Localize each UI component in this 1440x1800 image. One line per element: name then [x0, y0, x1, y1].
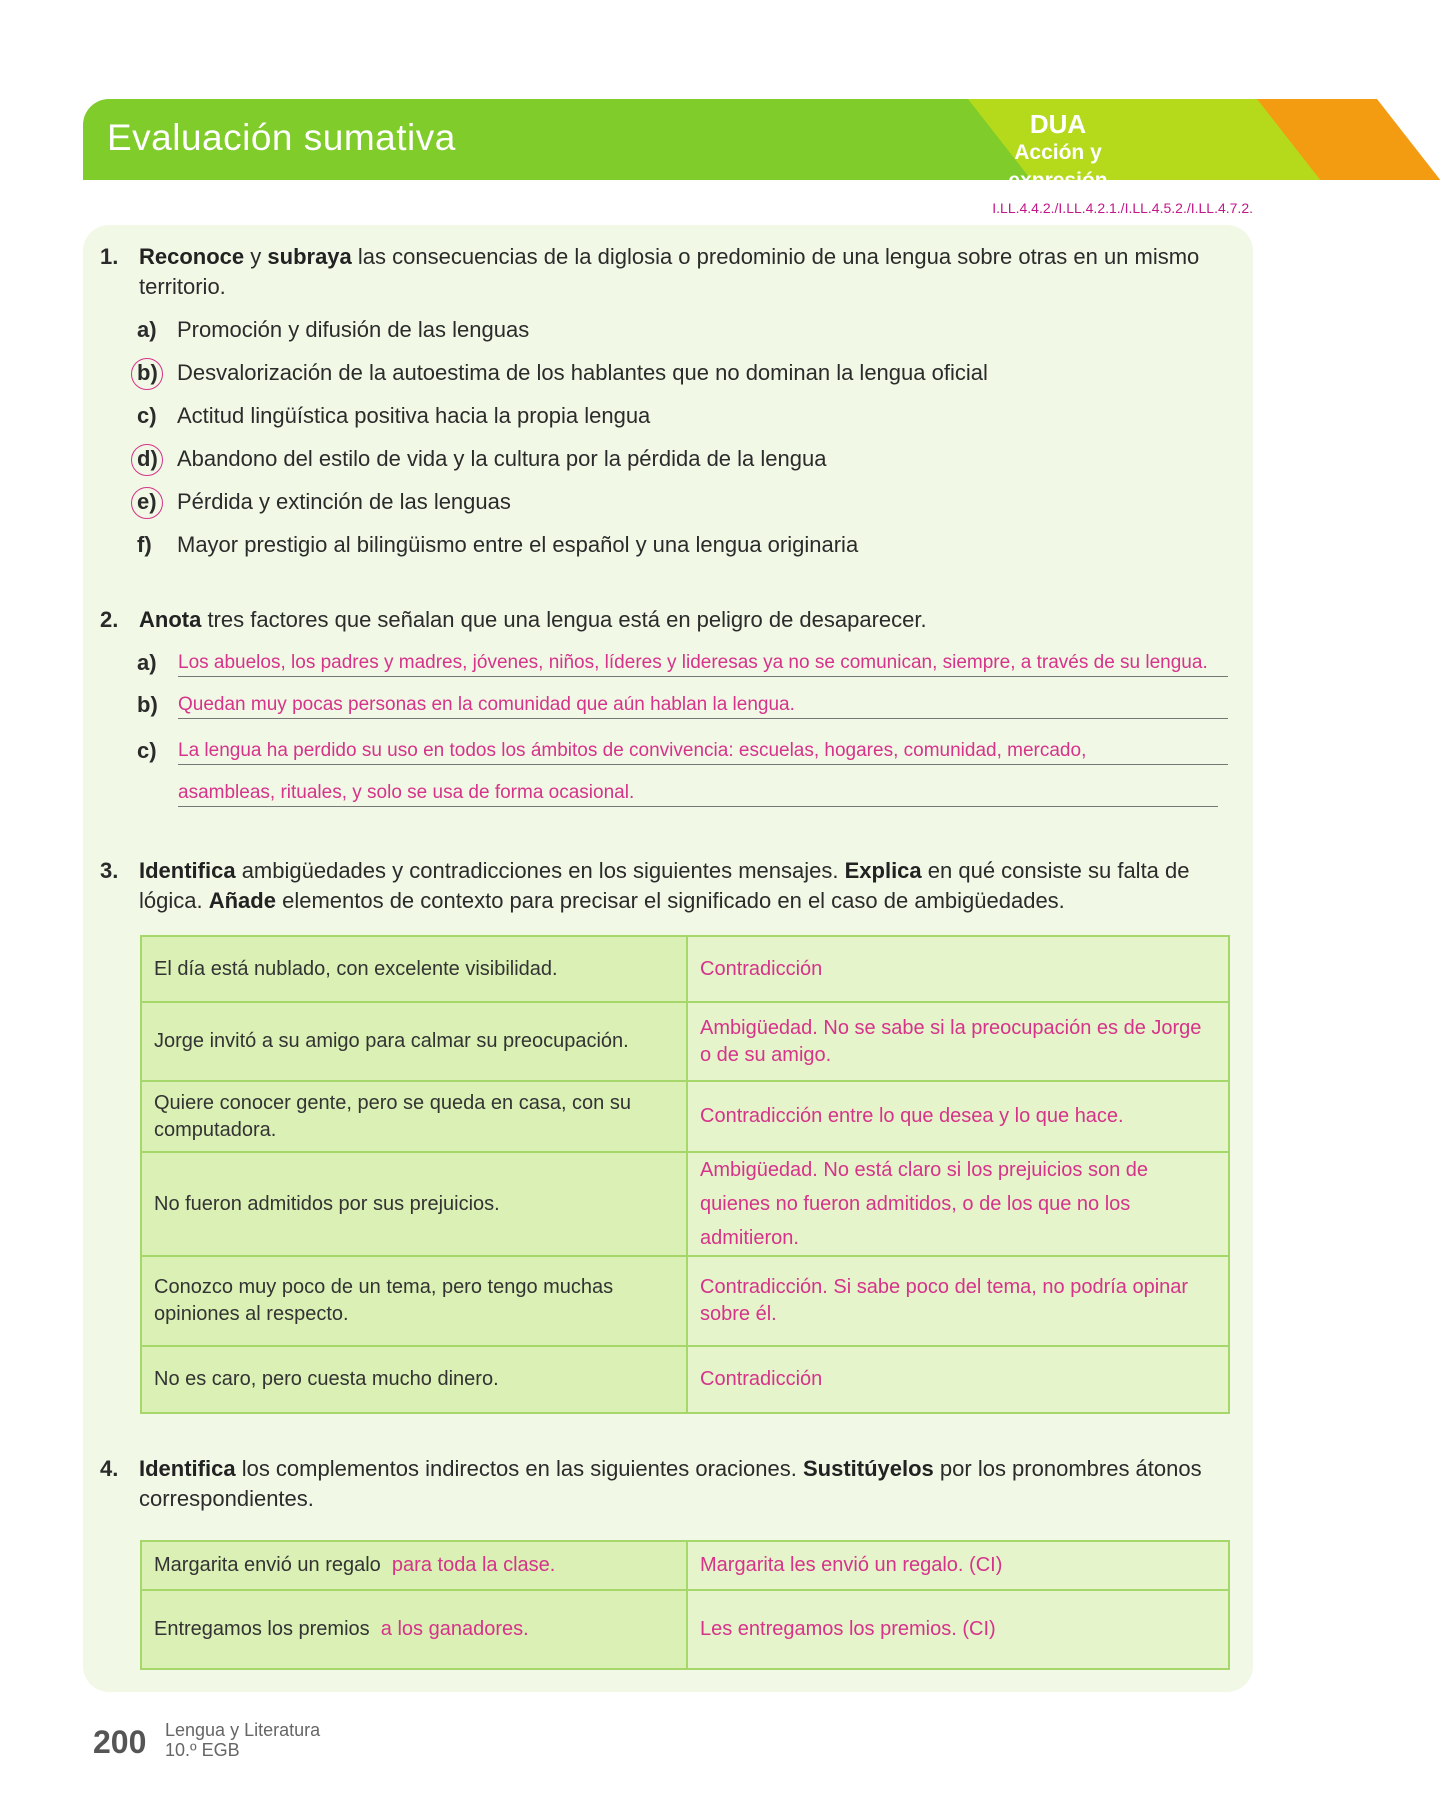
table-row — [141, 1541, 1229, 1590]
keyword: Anota — [139, 607, 202, 632]
subject: Lengua y Literatura — [165, 1720, 321, 1740]
text: los complementos indirectos en las siguientes oraciones. — [235, 1456, 803, 1481]
keyword: Explica — [844, 858, 922, 883]
option-a — [137, 315, 529, 345]
question-text — [139, 242, 1240, 302]
sentence-text: Entregamos los premios — [154, 1618, 370, 1640]
keyword: Identifica — [139, 858, 236, 883]
answer-line[interactable]: Quedan muy pocas personas en la comunidad que aún hablan la lengua. — [178, 690, 1228, 719]
option-text: Promoción y difusión de las lenguas — [177, 317, 530, 342]
grade: 10.º EGB — [165, 1740, 240, 1760]
option-f — [137, 530, 858, 560]
text: tres factores que señalan que una lengua está en peligro de desaparecer. — [201, 607, 927, 632]
sentence-cell — [141, 1590, 687, 1669]
answer-cell[interactable]: Ambigüedad. No se sabe si la preocupación es de Jorge o de su amigo. — [687, 1002, 1229, 1081]
question-2 — [100, 605, 1240, 635]
answer-cell[interactable]: Contradicción — [687, 1346, 1229, 1413]
table-row — [141, 1081, 1229, 1152]
text: por los pronombres átonos correspondientes. — [139, 1456, 1202, 1511]
answer-cell[interactable]: Contradicción — [687, 936, 1229, 1002]
option-label-circled: b) — [137, 358, 177, 388]
question-1 — [100, 242, 1240, 302]
option-label-circled: d) — [137, 444, 177, 474]
option-text: Abandono del estilo de vida y la cultura por la pérdida de la lengua — [177, 446, 827, 471]
option-text: Actitud lingüística positiva hacia la propia lengua — [177, 403, 651, 428]
answer-line[interactable]: La lengua ha perdido su uso en todos los ámbitos de convivencia: escuelas, hogares, comunidad, mercado, — [178, 736, 1228, 765]
question-4 — [100, 1454, 1240, 1514]
book-info — [165, 1720, 320, 1760]
answer-label: a) — [137, 650, 157, 675]
answer-label: c) — [137, 738, 157, 763]
question-text — [139, 1454, 1240, 1514]
question-3 — [100, 856, 1240, 916]
answer-label: b) — [137, 692, 158, 717]
answer-cell[interactable]: Contradicción. Si sabe poco del tema, no podría opinar sobre él. — [687, 1256, 1229, 1346]
table-row — [141, 936, 1229, 1002]
answer-cell[interactable]: Contradicción entre lo que desea y lo que hace. — [687, 1081, 1229, 1152]
option-label-circled: e) — [137, 487, 177, 517]
option-text: Desvalorización de la autoestima de los hablantes que no dominan la lengua oficial — [177, 360, 988, 385]
option-label: f) — [137, 532, 152, 557]
curriculum-codes: I.LL.4.4.2./I.LL.4.2.1./I.LL.4.5.2./I.LL.4.7.2. — [992, 200, 1253, 216]
message-cell: Quiere conocer gente, pero se queda en casa, con su computadora. — [141, 1081, 687, 1152]
keyword: Sustitúyelos — [802, 1456, 934, 1481]
message-cell: No es caro, pero cuesta mucho dinero. — [141, 1346, 687, 1413]
keyword: Añade — [208, 888, 276, 913]
answer-cell[interactable]: Ambigüedad. No está claro si los prejuicios son de quienes no fueron admitidos, o de los que no los admitieron. — [687, 1152, 1229, 1256]
answer-cell[interactable]: Les entregamos los premios. (CI) — [687, 1590, 1229, 1669]
text: en qué consiste su falta de lógica. — [139, 858, 1190, 913]
option-b[interactable] — [137, 358, 988, 388]
option-c — [137, 401, 650, 431]
table-row — [141, 1002, 1229, 1081]
text: ambigüedades y contradicciones en los siguientes mensajes. — [235, 858, 845, 883]
dua-label: DUA — [1029, 109, 1087, 139]
answer-line[interactable]: Los abuelos, los padres y madres, jóvenes, niños, líderes y lideresas ya no se comunican, siempre, a través de su lengua. — [178, 648, 1228, 677]
table-row — [141, 1346, 1229, 1413]
message-cell: Conozco muy poco de un tema, pero tengo muchas opiniones al respecto. — [141, 1256, 687, 1346]
text: y — [244, 244, 268, 269]
message-cell: No fueron admitidos por sus prejuicios. — [141, 1152, 687, 1256]
option-d[interactable] — [137, 444, 826, 474]
keyword: subraya — [267, 244, 352, 269]
answer-line[interactable]: asambleas, rituales, y solo se usa de forma ocasional. — [178, 778, 1218, 807]
section-header — [83, 99, 1253, 192]
question-number: 4. — [100, 1456, 119, 1481]
indirect-object-answer[interactable]: a los ganadores. — [380, 1618, 529, 1640]
sentence-text: Margarita envió un regalo — [154, 1554, 381, 1576]
dua-badge — [963, 109, 1153, 195]
keyword: Identifica — [139, 1456, 236, 1481]
indirect-object-table — [140, 1540, 1230, 1670]
table-row — [141, 1590, 1229, 1669]
message-cell: Jorge invitó a su amigo para calmar su preocupación. — [141, 1002, 687, 1081]
option-text: Pérdida y extinción de las lenguas — [177, 489, 511, 514]
option-text: Mayor prestigio al bilingüismo entre el español y una lengua originaria — [177, 532, 859, 557]
option-label: c) — [137, 403, 157, 428]
dua-subtitle: Acción y expresión — [1008, 141, 1108, 192]
indirect-object-answer[interactable]: para toda la clase. — [391, 1554, 556, 1576]
question-number: 3. — [100, 858, 119, 883]
ambiguity-table — [140, 935, 1230, 1414]
table-row — [141, 1256, 1229, 1346]
answer-cell[interactable]: Margarita les envió un regalo. (CI) — [687, 1541, 1229, 1590]
question-number: 2. — [100, 607, 119, 632]
text: elementos de contexto para precisar el significado en el caso de ambigüedades. — [275, 888, 1065, 913]
page-number: 200 — [93, 1724, 147, 1760]
question-number: 1. — [100, 244, 119, 269]
question-text — [139, 856, 1240, 916]
question-text — [139, 605, 1240, 635]
keyword: Reconoce — [139, 244, 245, 269]
option-e[interactable] — [137, 487, 511, 517]
table-row — [141, 1152, 1229, 1256]
text: las consecuencias de la diglosia o predominio de una lengua sobre otras en un mismo territorio. — [139, 244, 1200, 299]
page-title: Evaluación sumativa — [107, 117, 456, 158]
option-label: a) — [137, 317, 157, 342]
message-cell: El día está nublado, con excelente visibilidad. — [141, 936, 687, 1002]
sentence-cell — [141, 1541, 687, 1590]
